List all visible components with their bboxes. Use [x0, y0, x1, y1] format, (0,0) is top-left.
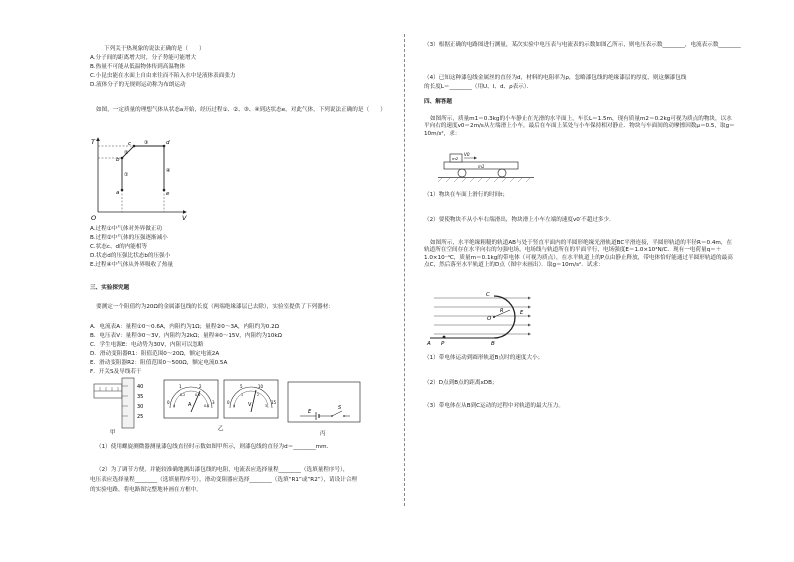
q3-item-d: D．滑动变阻器R1：阻值范围0～20Ω，额定电流2A	[90, 351, 220, 357]
point-d: d	[166, 140, 170, 146]
ammeter-top-3: 3	[212, 400, 215, 405]
q3-item-b: B．电压表V：量程③0～3V，内阻约为2kΩ；量程④0～15V，内阻约为10kΩ	[90, 333, 282, 339]
point-e: e	[166, 191, 170, 197]
track-label-a: A	[427, 341, 431, 346]
meters-figure	[162, 378, 282, 436]
ammeter-symbol: A	[188, 402, 192, 408]
q1-stem: 下列关于热现象的说法正确的是（ ）	[104, 46, 205, 52]
q5-stem: 如图所示，水平绝缘粗糙的轨道AB与处于竖直平面内的半圆形绝缘光滑轨道BC平滑连接，半圆形轨道的半径R＝0.4m，在轨道所在空间存在水平向右的匀强电场，电场线与轨道所在的平面平行，电场强度E＝1.0×10⁴N/C．现有一电荷量q＝＋1.0×10⁻⁴C，质量m＝0.1kg的带电体（可视为质点），在水平轨道上的P点由静止释放，带电体恰好能通过半圆形轨道的最高点C，然后落至水平轨道上的D点（图中未画出）．取g＝10m/s²．试求：	[424, 240, 733, 269]
ammeter-bottom-0: 0	[173, 404, 176, 408]
q2-option-e: E.过程④中气体从外界吸收了热量	[90, 262, 174, 268]
track-label-c: C	[486, 292, 490, 298]
fig-jia-label: 甲	[110, 430, 116, 436]
track-label-o: O	[487, 316, 492, 322]
q3-sub4b: 的长度L＝________（用U、I、d、ρ表示）．	[424, 84, 533, 90]
fig-yi-label: 乙	[218, 426, 224, 432]
q3-item-f: F．开关S及导线若干	[90, 369, 142, 375]
section-3-heading: 三、实验探究题	[90, 285, 130, 291]
tv-graph	[88, 132, 192, 220]
micrometer-tick-30: 30	[137, 404, 144, 410]
q3-item-a: A．电流表A：量程①0～0.6A，内阻约为1Ω；量程②0～3A，内阻约为0.2Ω	[90, 324, 279, 330]
micrometer-tick-35: 35	[137, 394, 144, 400]
q4-sub2: （2）要使物块不从小车右端滑出，物块滑上小车左端的速度v0′不超过多少．	[424, 217, 615, 223]
v-axis-label: V	[182, 214, 187, 220]
section-4-heading: 四、解答题	[424, 99, 452, 105]
q5-sub3: （3）带电体在从B到C运动的过程中对轨道的最大压力。	[424, 403, 564, 409]
semicircle-track-figure	[424, 290, 538, 346]
ammeter-bottom-1: 0.2	[180, 393, 186, 397]
source-label: E	[308, 409, 312, 415]
q2-option-a: A.过程①中气体对外界做正功	[90, 226, 163, 232]
process-2: ②	[124, 150, 129, 156]
point-a: a	[116, 190, 120, 196]
process-1: ①	[124, 172, 129, 178]
q1-option-a: A.分子间的距离增大时，分子势能可能增大	[90, 55, 197, 61]
q3-item-c: C．学生电源E：电动势为30V，内阻可以忽略	[90, 342, 204, 348]
q3-item-e: E．滑动变阻器R2：阻值范围0～500Ω，额定电流0.5A	[90, 360, 228, 366]
track-label-r: R	[500, 308, 504, 314]
q5-sub2: （2）D点到B点的距离xDB；	[424, 380, 498, 386]
fold-line	[404, 34, 405, 506]
q2-stem: 如图，一定质量的理想气体从状态a开始，经历过程①、②、③、④到达状态e。对此气体，下列说法正确的是（ ）	[96, 107, 386, 113]
q2-option-d: D.状态d的压强比状态b的压强小	[90, 253, 171, 259]
q3-stem: 要测定一个阻值约为20Ω的金属漆包线的长度（两端绝缘漆层已去除），实验室提供了下列器材：	[96, 304, 334, 310]
voltmeter-bottom-0: 0	[233, 404, 236, 408]
q4-sub1: （1）物块在车面上滑行的时间t；	[424, 192, 509, 198]
track-label-e: E	[520, 310, 524, 316]
q3-sub4a: （4）已知这种漆包线金属丝的直径为d，材料的电阻率为ρ，忽略漆包线的绝缘漆层的厚度，则这捆漆包线	[424, 75, 687, 81]
q1-option-c: C.小昆虫能在水面上自由来往而不陷入水中是液体表面张力	[90, 73, 236, 79]
fig-bing-label: 丙	[320, 431, 326, 437]
q3-sub3: （3）根据正确的电路图进行测量，某次实验中电压表与电流表的示数如图乙所示，则电压表示数________，电流表示数________	[424, 42, 741, 48]
voltmeter-top-10: 10	[258, 384, 264, 389]
micrometer-figure	[92, 374, 156, 436]
voltmeter-bottom-1: 1	[241, 393, 244, 397]
voltmeter-top-0: 0	[227, 400, 230, 405]
q4-stem: 如图所示，质量m1＝0.3kg的小车静止在光滑的水平面上，车长L＝1.5m，现有质量m2＝0.2kg可视为质点的物块，以水平向右的速度v0＝2m/s从左端滑上小车，最后在车面上某处与小车保持相对静止．物块与车面间的动摩擦因数μ＝0.5，取g＝10m/s²，求：	[424, 116, 735, 137]
cart-figure	[434, 148, 538, 188]
v0-label: V0	[464, 152, 470, 157]
q2-option-b: B.过程②中气体的压强逐渐减小	[90, 235, 168, 241]
circuit-box-figure	[286, 380, 364, 440]
voltmeter-top-5: 5	[240, 384, 243, 389]
voltmeter-bottom-3: 3	[265, 404, 268, 408]
micrometer-tick-40: 40	[137, 384, 144, 390]
point-c: c	[128, 141, 132, 147]
ammeter-top-2: 2	[199, 384, 202, 389]
q2-option-c: C.状态c、d的内能相等	[90, 244, 148, 250]
micrometer-tick-25: 25	[137, 414, 144, 420]
track-label-p: P	[441, 341, 445, 346]
voltmeter-top-15: 15	[271, 400, 277, 405]
track-label-b: B	[491, 341, 495, 346]
origin-label: O	[91, 214, 97, 220]
q5-sub1: （1）带电体运动到圆形轨道B点时的速度大小；	[424, 355, 544, 361]
q3-sub1: （1）使用螺旋测微器测量漆包线直径时示数如图甲所示，则漆包线的直径为d＝________mm．	[96, 444, 333, 450]
q3-sub2b: 电压表应选择量程________（选填量程序号），滑动变阻器应选择________（选填“R1”或“R2”），请设计合理	[90, 477, 358, 483]
ammeter-bottom-3: 0.6	[204, 404, 210, 408]
voltmeter-symbol: V	[248, 402, 252, 408]
switch-label: S	[338, 405, 342, 411]
t-axis-label: T	[91, 138, 95, 146]
process-4: ④	[166, 168, 171, 174]
point-b: b	[116, 157, 120, 163]
q1-option-b: B.热量不可能从低温物体传到高温物体	[90, 64, 186, 70]
ammeter-top-0: 0	[167, 400, 170, 405]
voltmeter-bottom-2: 2	[257, 393, 260, 397]
m2-label: m2	[452, 156, 459, 161]
m1-label: m1	[478, 164, 485, 169]
q3-sub2a: （2）为了调节方便，并能较准确地测出漆包线的电阻，电流表应选择量程________（选填量程序号），	[96, 467, 349, 473]
ammeter-top-1: 1	[179, 384, 182, 389]
process-3: ③	[144, 140, 149, 146]
q3-sub2c: 的实验电路，将电路图完整地补画在方框中。	[90, 487, 202, 493]
q1-option-d: D.液体分子的无规则运动称为布朗运动	[90, 82, 186, 88]
ammeter-bottom-2: 0.4	[195, 393, 201, 397]
